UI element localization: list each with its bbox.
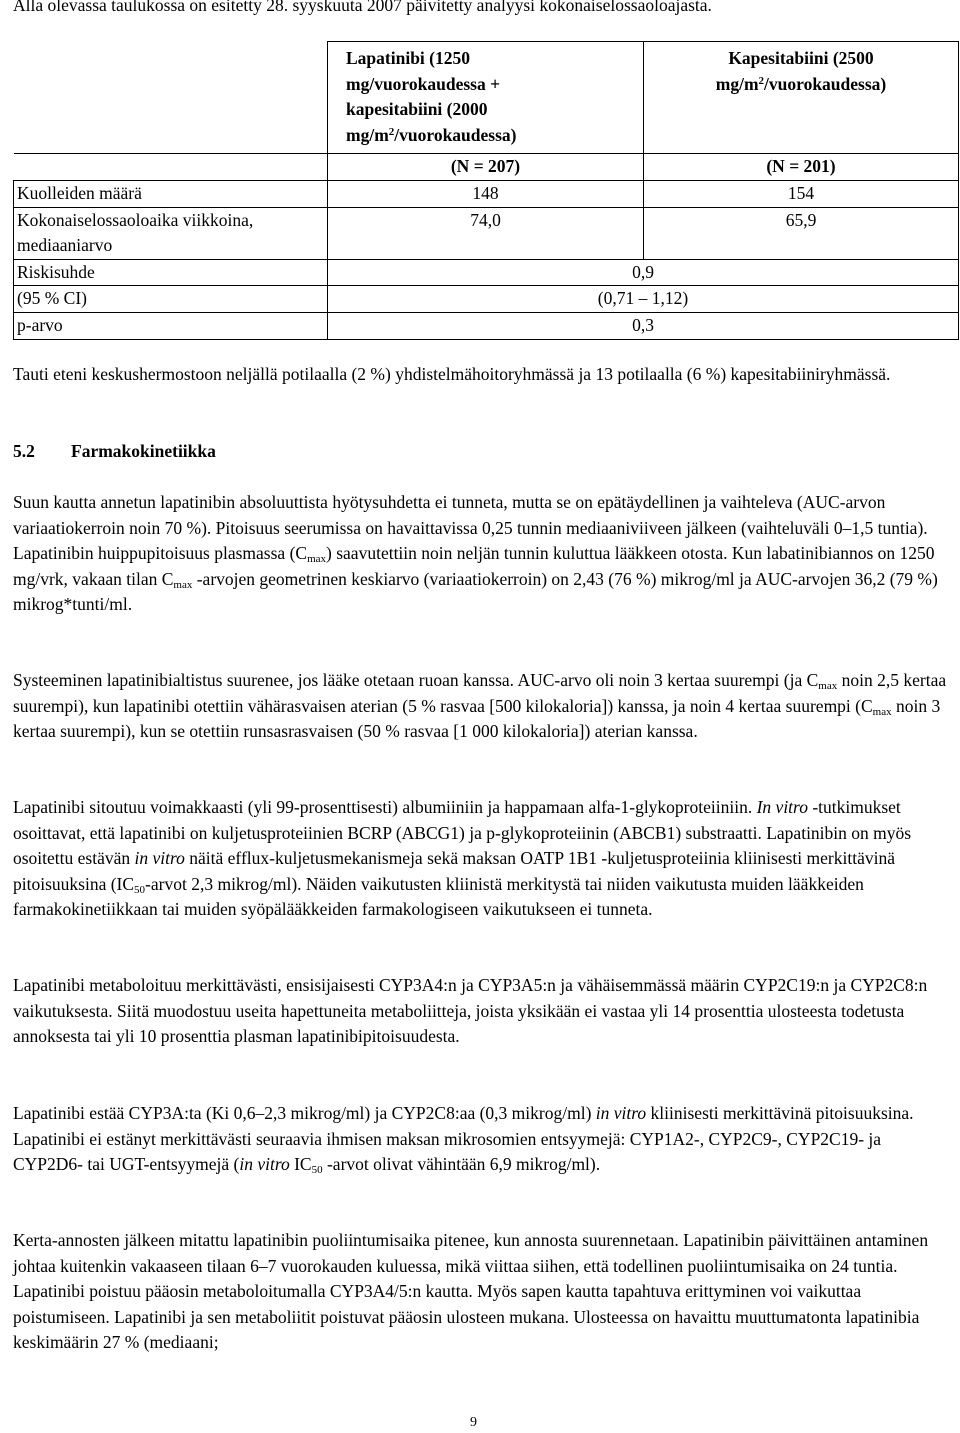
section-title: Farmakokinetiikka (71, 441, 216, 461)
row-value-lapatinib: 148 (328, 180, 644, 207)
n-lapatinib-cell: (N = 207) (328, 154, 644, 181)
empty-n-cell (14, 154, 328, 181)
section-heading (13, 439, 948, 465)
row-label: p-arvo (14, 312, 328, 339)
intro-text: Alla olevassa taulukossa on esitetty 28. syyskuuta 2007 päivitetty analyysi kokonaiselossaoloajasta. (13, 0, 712, 15)
table-header-row (14, 42, 959, 154)
header-capecitabine-arm: Kapesitabiini (2500 $mg/m^2/vuorokaudessa$) (644, 42, 959, 154)
table-row (14, 207, 959, 259)
row-label: Riskisuhde (14, 259, 328, 286)
survival-table (13, 41, 959, 340)
n-capecitabine-cell: (N = 201) (644, 154, 959, 181)
row-value-capecitabine: 65,9 (644, 207, 959, 259)
paragraph-elimination: Kerta-annosten jälkeen mitattu lapatinibin puoliintumisaika pitenee, kun annosta suurennetaan. Lapatinibin päivittäinen antaminen johtaa kuitenkin vakaaseen tilaan 6–7 vuorokauden kuluessa, mikä viittaa siihen, että todellinen puoliintumisaika on 24 tuntia. Lapatinibi poistuu pääosin metaboloitumalla CYP3A4/5:n kautta. Myös sapen kautta tapahtuva erittyminen voi vaikuttaa poistumiseen. Lapatinibi ja sen metaboliitit poistuvat pääosin ulosteen mukana. Ulosteessa on havaittu muuttumatonta lapatinibia keskimäärin 27 % (mediaani; (13, 1230, 929, 1353)
table-row (14, 259, 959, 286)
paragraph-absorption: Suun kautta annetun lapatinibin absoluuttista hyötysuhdetta ei tunneta, mutta se on epätäydellinen ja vaihteleva (AUC-arvon variaatiokerroin noin 70 %). Pitoisuus seerumissa on havaittavissa 0,25 tunnin mediaaniviiveen jälkeen (vaihteluväli 0–1,5 tuntia). Lapatinibin huippupitoisuus plasmassa $(C_{max})$ saavutettiin noin neljän tunnin kuluttua lääkkeen otosta. Kun labatinibiannos on 1250 mg/vrk, vakaan tilan $C_{max}$ -arvojen geometrinen keskiarvo (variaatiokerroin) on 2,43 (76 %) mikrog/ml ja AUC-arvojen 36,2 (79 %) mikrog*tunti/ml. (13, 492, 938, 615)
paragraph-food-effect: Systeeminen lapatinibialtistus suurenee, jos lääke otetaan ruoan kanssa. AUC-arvo oli noin 3 kertaa suurempi (ja $C_{max}$ noin 2,5 kertaa suurempi), kun lapatinibi otettiin vähärasvaisen aterian (5 % rasvaa [500 kilokaloria]) kanssa, ja noin 4 kertaa suurempi ($C_{max}$ noin 3 kertaa suurempi), kun se otettiin runsasrasvaisen (50 % rasvaa [1 000 kilokaloria]) aterian kanssa. (13, 670, 947, 742)
row-shared-value: 0,9 (328, 259, 959, 286)
row-value-lapatinib: 74,0 (328, 207, 644, 259)
section-number: 5.2 (13, 441, 35, 461)
after-table-paragraph: Tauti eteni keskushermostoon neljällä potilaalla (2 %) yhdistelmähoitoryhmässä ja 13 potilaalla (6 %) kapesitabiiniryhmässä. (13, 364, 891, 384)
page-number: 9 (470, 1415, 477, 1430)
paragraph-protein-binding: Lapatinibi sitoutuu voimakkaasti (yli 99-prosenttisesti) albumiiniin ja happamaan alfa-1-glykoproteiiniin. In vitro -tutkimukset osoittavat, että lapatinibi on kuljetusproteiinien BCRP (ABCG1) ja p-glykoproteiinin (ABCB1) substraatti. Lapatinibin on myös osoitettu estävän in vitro näitä efflux-kuljetusmekanismeja sekä maksan OATP 1B1 -kuljetusproteiinia kliinisesti merkittävinä pitoisuuksina ($IC_{50}$-arvot 2,3 mikrog/ml). Näiden vaikutusten kliinistä merkitystä tai niiden vaikutusta muiden lääkkeiden farmakokinetiikkaan tai muiden syöpälääkkeiden farmakologiseen vaikutukseen ei tunneta. (13, 797, 912, 920)
row-shared-value: 0,3 (328, 312, 959, 339)
header-lapatinib-arm: Lapatinibi (1250 mg/vuorokaudessa + kapesitabiini (2000 $mg/m^2/vuorokaudessa$) (328, 42, 644, 154)
empty-header-cell (14, 42, 328, 154)
row-value-capecitabine: 154 (644, 180, 959, 207)
paragraph-metabolism: Lapatinibi metaboloituu merkittävästi, ensisijaisesti CYP3A4:n ja CYP3A5:n ja vähäisemmässä määrin CYP2C19:n ja CYP2C8:n vaikutuksesta. Siitä muodostuu useita hapettuneita metaboliitteja, joista yksikään ei vastaa yli 14 prosenttia ulosteesta todetusta annoksesta tai yli 10 prosenttia plasman lapatinibipitoisuudesta. (13, 975, 928, 1047)
row-label: Kokonaiselossaoloaika viikkoina, mediaaniarvo (14, 207, 328, 259)
row-shared-value: (0,71 – 1,12) (328, 286, 959, 313)
row-label: (95 % CI) (14, 286, 328, 313)
row-label: Kuolleiden määrä (14, 180, 328, 207)
table-row (14, 312, 959, 339)
table-row (14, 286, 959, 313)
table-row (14, 180, 959, 207)
paragraph-enzyme-inhibition: Lapatinibi estää CYP3A:ta (Ki 0,6–2,3 mikrog/ml) ja CYP2C8:aa (0,3 mikrog/ml) in vitro kliinisesti merkittävinä pitoisuuksina. Lapatinibi ei estänyt merkittävästi seuraavia ihmisen maksan mikrosomien entsyymejä: CYP1A2-, CYP2C9-, CYP2C19- ja CYP2D6- tai UGT-entsyymejä (in vitro $IC_{50}$ -arvot olivat vähintään 6,9 mikrog/ml). (13, 1103, 914, 1177)
table-n-row (14, 154, 959, 181)
